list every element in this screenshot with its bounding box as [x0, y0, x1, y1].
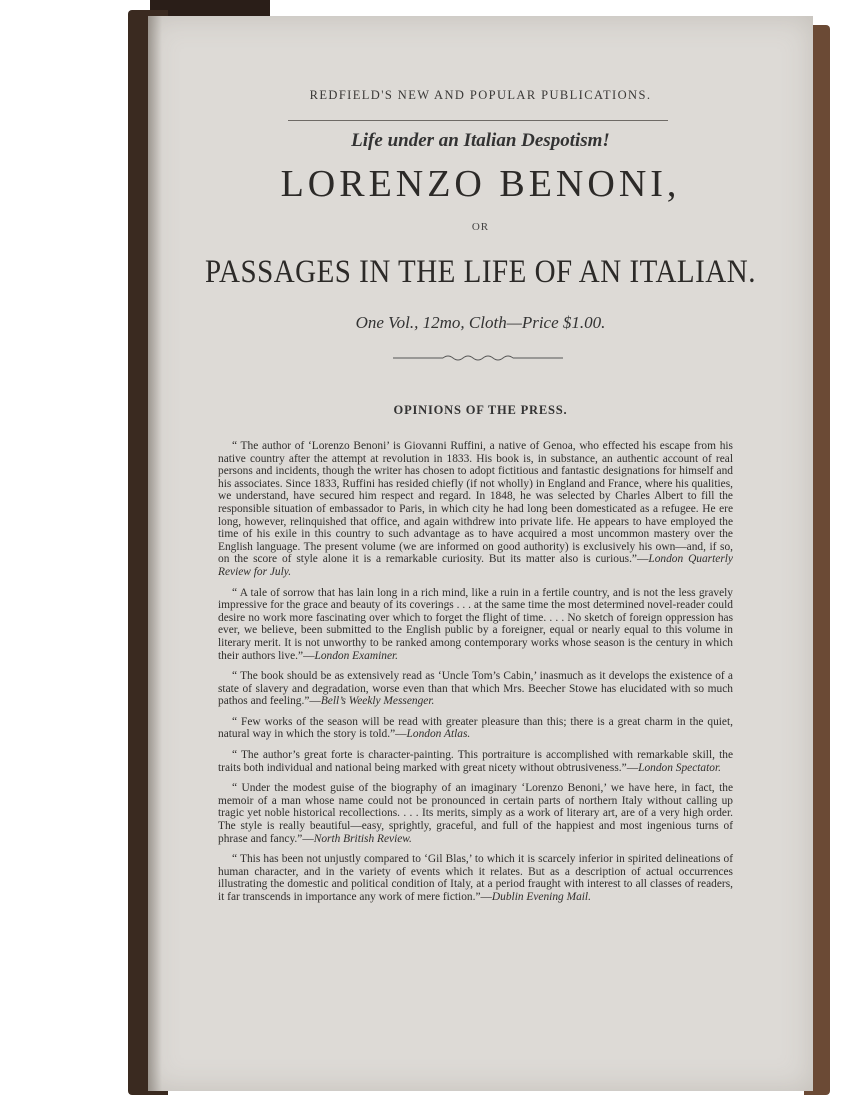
- review-source: North British Review.: [313, 832, 412, 845]
- review-paragraph: [218, 782, 733, 845]
- review-source: Dublin Evening Mail.: [491, 891, 591, 903]
- price-line: One Vol., 12mo, Cloth—Price $1.00.: [355, 313, 606, 332]
- ornamental-rule: [393, 352, 563, 364]
- review-source: Bell’s Weekly Messenger.: [320, 695, 435, 708]
- running-head: REDFIELD'S NEW AND POPULAR PUBLICATIONS.: [309, 88, 652, 102]
- binding-shadow: [148, 16, 162, 1091]
- or-connector: OR: [471, 221, 490, 233]
- review-text: “ The book should be as extensively read as ‘Uncle Tom’s Cabin,’ inasmuch as it develops the existence of a state of slavery and degradation, worse even than that which Mrs. Beecher Stowe has elucidated with so much pathos and feeling.”—: [218, 670, 733, 708]
- review-text: “ The author’s great forte is character-painting. This portraiture is accomplished with remarkable skill, the traits both individual and national being marked with great nicety without obtrusiveness.”—: [218, 749, 733, 774]
- review-paragraph: [218, 587, 733, 663]
- review-text: “ This has been not unjustly compared to ‘Gil Blas,’ to which it is scarcely inferior in spirited delineations of human character, and in the variety of events which it relates. But as a description of actual occurrences illustrating the domestic and political condition of Italy, at a period fraught with interest to all classes of readers, it far transcends in importance any work of mere fiction.”—: [218, 853, 733, 903]
- review-source: London Quarterly Review for July.: [218, 553, 733, 578]
- press-reviews: [218, 440, 733, 912]
- header-rule: [288, 120, 668, 121]
- review-source: London Examiner.: [314, 649, 399, 662]
- review-paragraph: [218, 670, 733, 708]
- main-title: LORENZO BENONI,: [280, 163, 681, 205]
- press-heading: OPINIONS OF THE PRESS.: [393, 403, 568, 417]
- review-text: “ A tale of sorrow that has lain long in a rich mind, like a ruin in a fertile country, and is not the less gravely impressive for the grace and beauty of its coverings . . . at the same time the most determined novel-reader could desire no work more fascinating over which to forget the flight of time. . . . No sketch of foreign oppression has ever, we believe, been submitted to the English public by a foreigner, equal or nearly equal to this volume in literary merit. It is not unworthy to be ranked among contemporary works whose season is the century in which their authors live.”—: [218, 586, 733, 662]
- review-text: “ Under the modest guise of the biography of an imaginary ‘Lorenzo Benoni,’ we have here, in fact, the memoir of a man whose name could not be pronounced in certain parts of northern Italy without calling up tragic yet noble historical recollections. . . . Its merits, simply as a work of literary art, are of a very high order. The style is really beautiful—easy, sprightly, graceful, and full of the happiest and most ingenious turns of phrase and fancy.”—: [218, 782, 733, 845]
- review-text: “ Few works of the season will be read with greater pleasure than this; there is a great charm in the quiet, natural way in which the story is told.”—: [218, 715, 733, 741]
- review-paragraph: [218, 440, 733, 579]
- review-source: London Spectator.: [638, 761, 722, 774]
- review-paragraph: [218, 749, 733, 774]
- subtitle: Life under an Italian Despotism!: [351, 130, 610, 151]
- review-text: “ The author of ‘Lorenzo Benoni’ is Giovanni Ruffini, a native of Genoa, who effected his escape from his native country after the attempt at revolution in 1833. His book is, in substance, an authentic account of real persons and incidents, though the writer has chosen to adopt fictitious and fantastic designations for himself and his associates. Since 1833, Ruffini has resided chiefly (if not wholly) in England and France, where his qualities, we understand, have secured him respect and regard. In 1848, he was selected by Charles Albert to fill the responsible situation of embassador to Paris, in which city he had long been domesticated as a refugee. He ere long, however, relinquished that office, and again withdrew into private life. He appears to have employed the time of his exile in this country to such advantage as to have acquired a most uncommon mastery over the English language. The present volume (we are informed on good authority) is exclusively his own—and, if so, on the score of style alone it is a remarkable curiosity. But its matter also is curious.”—: [218, 440, 733, 566]
- book-title: PASSAGES IN THE LIFE OF AN ITALIAN.: [205, 254, 756, 290]
- review-paragraph: [218, 716, 733, 741]
- review-source: London Atlas.: [406, 728, 471, 741]
- book-page: [148, 16, 813, 1091]
- review-paragraph: [218, 853, 733, 903]
